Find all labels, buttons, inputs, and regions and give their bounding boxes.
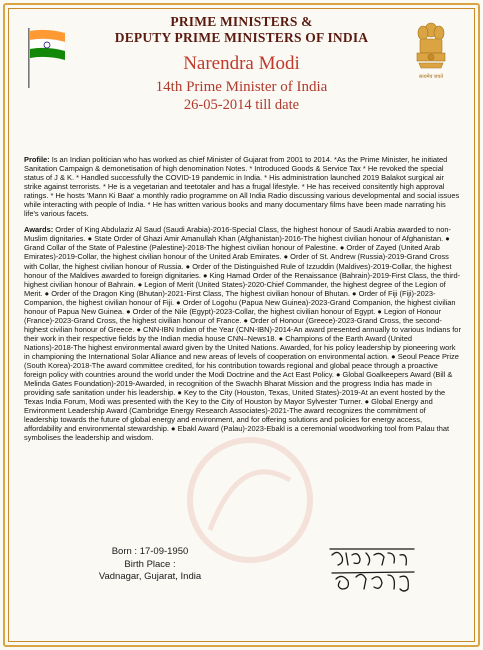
birth-place: Vadnagar, Gujarat, India: [98, 571, 202, 582]
awards-label: Awards:: [24, 225, 54, 235]
certificate-header: [0, 14, 483, 114]
profile-label: Profile:: [24, 155, 50, 164]
profile-paragraph: [24, 155, 461, 218]
org-title-line2: DEPUTY PRIME MINISTERS OF INDIA: [114, 30, 369, 45]
person-term: 26-05-2014 till date: [183, 97, 300, 113]
awards-text: Order of King Abdulaziz Al Saud (Saudi Arabia)-2016-Special Class, the highest honour of Saudi Arabia awarded to non-Muslim dignitaries. ● State Order of Ghazi Amir Amanullah Khan (Afghanistan)-2016-The highest civilian honour of Afghanistan. ● Grand Collar of the State of Palestine (Palestine)-2018-The highest civilian honour of Palestine. ● Order of Zayed (United Arab Emirates)-2019-Collar, the highest civilian honour of the United Arab Emirates. ● Order of St. Andrew (Russia)-2019-Grand Cross with Collar, the highest civilian honour of Russia. ● Order of the Distinguished Rule of Izzuddin (Maldives)-2019-Collar, the highest honour of the Maldives awarded to foreign dignitaries. ● King Hamad Order of the Renaissance (Bahrain)-2019-First Class, the third-highest civilian honour of Bahrain. ● Legion of Merit (United States)-2020-Chief Commander, the highest degree of the Legion of Merit. ● Order of the Dragon King (Bhutan)-2021-First Class, The highest civilian honour of Bhutan. ● Order of Fiji (Fiji)-2023-Companion, the highest civilian honour of Fiji. ● Order of Logohu (Papua New Guinea)-2023-Grand Companion, the highest civilian honour of Papua New Guinea. ● Order of the Nile (Egypt)-2023-Collar, the highest civilian honour of Egypt. ● Legion of Honour (France)-2023-Grand Cross, the highest civilian honour of France. ● Order of Honour (Greece)-2023-Grand Cross, the second-highest civilian honour of Greece. ● CNN-IBN Indian of the Year (CNN-IBN)-2014-An award presented annually to various Indians for their work in their respective fields by the Indian media house CNN–News18. ● Champions of the Earth Award (United Nations)-2018-The highest environmental award given by the United Nations. Awarded, for his policy leadership by pioneering work in championing the International Solar Alliance and new areas of levels of cooperation on environmental action. ● Seoul Peace Prize (South Korea)-2018-The award committee credited, for his contribution towards regional and global peace through a proactive foreign policy with countries around the world under the Modi Doctrine and the Act East Policy. ● Global Goalkeepers Award (Bill & Melinda Gates Foundation)-2019-Awarded, in recognition of the Swachh Bharat Mission and the progress India has made in providing safe sanitation under his leadership. ● Key to the City (Houston, Texas, United States)-2019-At an event hosted by the Texas India Forum, Modi was presented with the Key to the City of Houston by Mayor Sylvester Turner. ● Global Energy and Environment Leadership Award (Cambridge Energy Research Associates)-2021-The award recognizes the commitment of leadership towards the future of global energy and environment, and for offering solutions and policies for energy access, affordability and environmental stewardship. ● Ebakl Award (Palau)-2023-Ebakl is a ceremonial woodworking tool from Palau that symbolises the leadership and wisdom.: [24, 225, 461, 443]
person-name: Narendra Modi: [183, 53, 300, 74]
profile-text: Is an Indian politician who has worked as chief Minister of Gujarat from 2001 to 2014. *As the Prime Minister, he initiated Sanitation Campaign & demonetisation of high denomination Notes. * Introduced Goods & Service Tax * He revoked the special status of J & K. * Handled successfully the COVID-19 pandemic in India. * His administration launched 2019 Balakot surgical air strike against terrorists. * He is a vegetarian and teetotaler and has a frugal lifestyle. * He has received consitently high approval ratings. * He hosts 'Mann Ki Baat' a monthly radio programme on All India Radio discussing various developmental and social issues while interacting with people of India. * He has written various books and many documentary films have been made narrating his life's various facets.: [24, 155, 460, 219]
awards-paragraph: [24, 225, 461, 442]
svg-text:सत्यमेव जयते: सत्यमेव जयते: [418, 75, 444, 80]
biography-content: [24, 155, 461, 442]
birth-details: [90, 546, 210, 584]
birth-place-label: Birth Place :: [124, 558, 176, 570]
born-date: Born : 17-09-1950: [111, 546, 189, 557]
org-title-line1: PRIME MINISTERS &: [170, 14, 313, 29]
signature-icon: [318, 545, 428, 605]
person-title: 14th Prime Minister of India: [155, 79, 328, 95]
